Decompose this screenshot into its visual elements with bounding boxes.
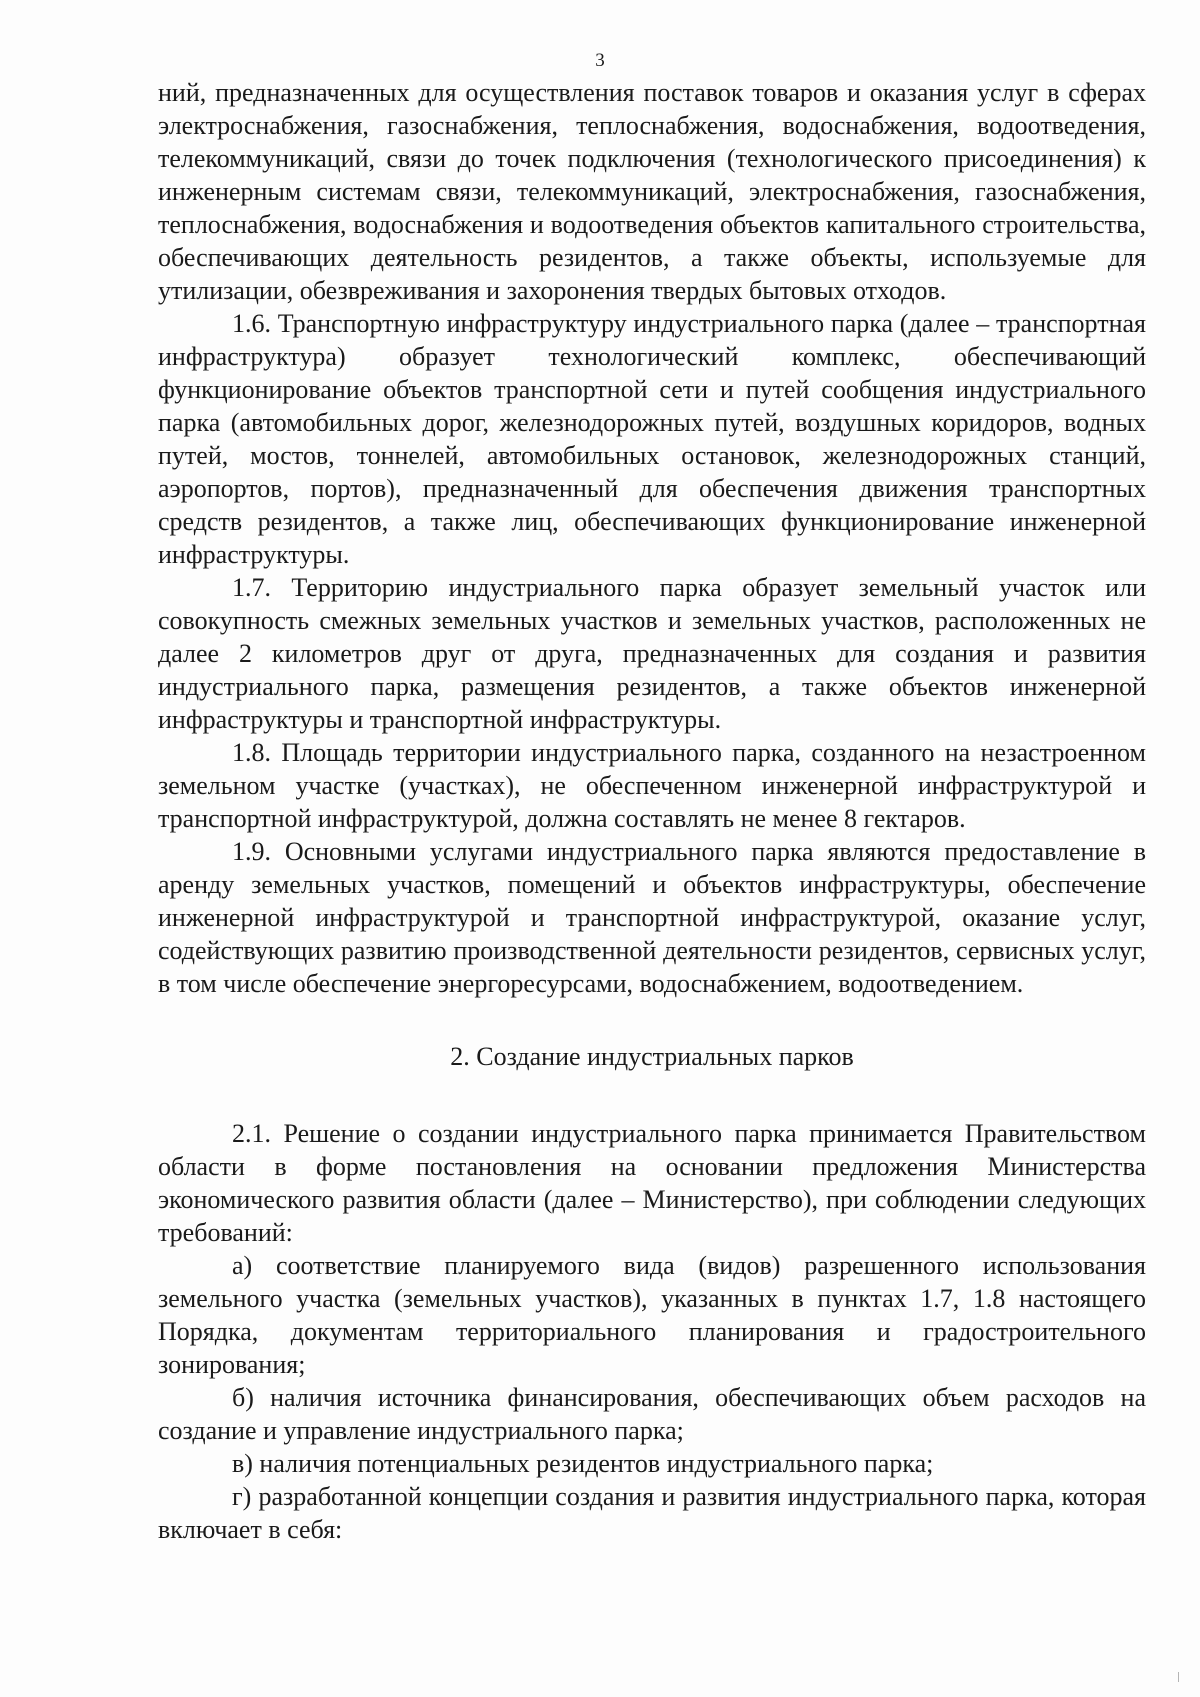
- list-item-v: в) наличия потенциальных резидентов индустриального парка;: [232, 1449, 934, 1478]
- list-item-a: а) соответствие планируемого вида (видов) разрешенного использования земельного участка (земельных участков), указанных в пунктах 1.7, 1.8 настоящего Порядка, документам территориального планирования и градостроительного зонирования;: [158, 1251, 1146, 1379]
- paragraph-1-9: 1.9. Основными услугами индустриального парка являются предоставление в аренду земельных участков, помещений и объектов инфраструктуры, обеспечение инженерной инфраструктурой и транспортной инфраструктурой, оказание услуг, содействующих развитию производственной деятельности резидентов, сервисных услуг, в том числе обеспечение энергоресурсами, водоснабжением, водоотведением.: [158, 837, 1146, 998]
- paragraph-1-7: 1.7. Территорию индустриального парка образует земельный участок или совокупность смежных земельных участков и земельных участков, расположенных не далее 2 километров друг от друга, предназначенных для создания и развития индустриального парка, размещения резидентов, а также объектов инженерной инфраструктуры и транспортной инфраструктуры.: [158, 573, 1146, 734]
- list-item-b: б) наличия источника финансирования, обеспечивающих объем расходов на создание и управление индустриального парка;: [158, 1383, 1146, 1445]
- list-item-g: г) разработанной концепции создания и развития индустриального парка, которая включает в себя:: [158, 1482, 1146, 1544]
- paragraph-continuation: ний, предназначенных для осуществления поставок товаров и оказания услуг в сферах электроснабжения, газоснабжения, теплоснабжения, водоснабжения, водоотведения, телекоммуникаций, связи до точек подключения (технологического присоединения) к инженерным системам связи, телекоммуникаций, электроснабжения, газоснабжения, теплоснабжения, водоснабжения и водоотведения объектов капитального строительства, обеспечивающих деятельность резидентов, а также объекты, используемые для утилизации, обезвреживания и захоронения твердых бытовых отходов.: [158, 78, 1146, 305]
- paragraph-1-6: 1.6. Транспортную инфраструктуру индустриального парка (далее – транспортная инфраструктура) образует технологический комплекс, обеспечивающий функционирование объектов транспортной сети и путей сообщения индустриального парка (автомобильных дорог, железнодорожных путей, воздушных коридоров, водных путей, мостов, тоннелей, автомобильных остановок, железнодорожных станций, аэропортов, портов), предназначенный для обеспечения движения транспортных средств резидентов, а также лиц, обеспечивающих функционирование инженерной инфраструктуры.: [158, 309, 1146, 569]
- page-number: 3: [595, 50, 605, 71]
- document-body: [158, 76, 1146, 1546]
- scan-edge-mark: [1178, 1672, 1179, 1682]
- paragraph-2-1: 2.1. Решение о создании индустриального парка принимается Правительством области в форме постановления на основании предложения Министерства экономического развития области (далее – Министерство), при соблюдении следующих требований:: [158, 1119, 1146, 1247]
- section-heading: 2. Создание индустриальных парков: [450, 1042, 854, 1071]
- paragraph-1-8: 1.8. Площадь территории индустриального парка, созданного на незастроенном земельном участке (участках), не обеспеченном инженерной инфраструктурой и транспортной инфраструктурой, должна составлять не менее 8 гектаров.: [158, 738, 1146, 833]
